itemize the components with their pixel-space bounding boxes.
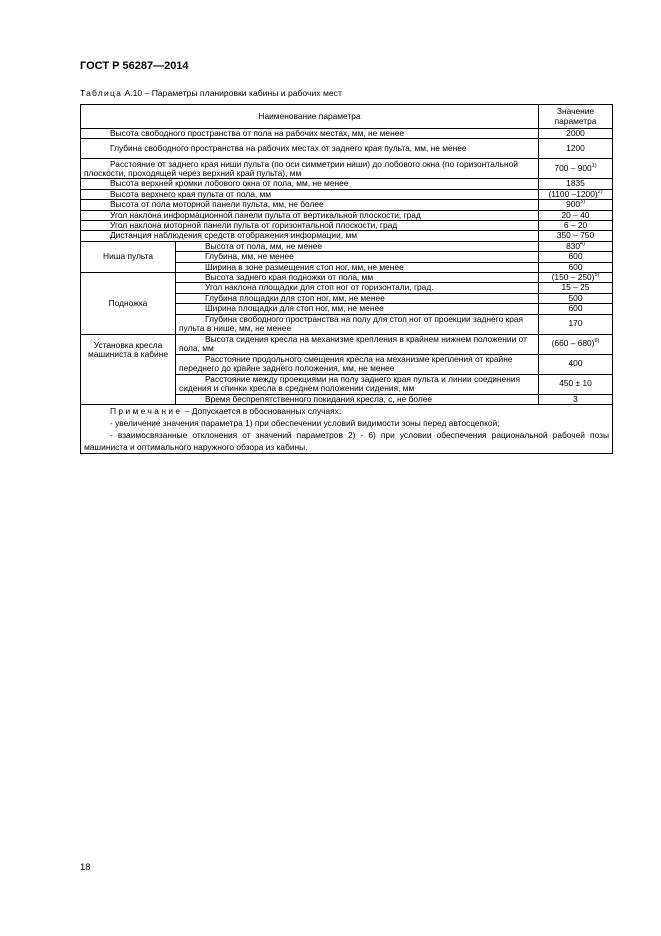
table-row [81,334,613,354]
param-value: 1200 [539,139,613,159]
param-value: 600 [539,262,613,272]
param-value: (1100 –1200)$^{2)}$ [539,189,613,199]
parameters-table [80,104,613,454]
group-label: Установка кресла машиниста в кабине [81,334,176,404]
footnote-mark: 2) [597,189,603,196]
param-name: Угол наклона информационной панели пульта от вертикальной плоскости, град [81,210,539,220]
table-row [81,221,613,231]
param-name: Расстояние между проекциями на полу заднего края пульта и линии соединения сидения и спинки кресла в среднем положении сидения, мм [176,374,539,394]
param-name: Расстояние от заднего края ниши пульта (по оси симметрии ниши) до лобового окна (по горизонтальной плоскости, проходящей через верхний край пульта), мм [81,159,539,179]
param-value: 400 [539,354,613,374]
table-row [81,179,613,189]
param-value: 20 – 40 [539,210,613,220]
table-row [81,189,613,199]
param-value: 450 ± 10 [539,374,613,394]
column-header-value: Значение параметра [539,105,613,129]
note-intro: Примечание – Допускается в обоснованных случаях: [110,406,342,417]
table-caption-label: Таблица [80,88,123,98]
param-value: 600 [539,252,613,262]
param-name: Высота верхней кромки лобового окна от пола, мм, не менее [81,179,539,189]
param-name: Глубина свободного пространства на рабочих местах от заднего края пульта, мм, не менее [81,139,539,159]
param-value: 830$^{4)}$ [539,241,613,251]
param-name: Расстояние продольного смещения кресла на механизме крепления от крайне переднего до крайне заднего положения, мм, не менее [176,354,539,374]
param-name: Угол наклона моторной панели пульта от горизонтальной плоскости, град [81,221,539,231]
param-value: (150 – 250)$^{5)}$ [539,273,613,283]
param-value: 170 [539,314,613,334]
table-row [81,210,613,220]
param-name: Глубина свободного пространства на полу для стоп ног от проекции заднего края пульта в нише, мм, не менее [176,314,539,334]
note-item: - взаимосвязанные отклонения от значений параметров 2) - 6) при условии обеспечения рациональной рабочей позы машиниста и оптимального наружного обзора из кабины. [84,430,609,453]
table-row [81,231,613,241]
param-value: 600 [539,304,613,314]
param-value: 15 – 25 [539,283,613,293]
param-value: 350 – 750 [539,231,613,241]
param-name: Угол наклона площадки для стоп ног от горизонтали, град. [176,283,539,293]
param-value: 500 [539,293,613,303]
table-row [81,200,613,210]
param-value: 1835 [539,179,613,189]
footnote-mark: 4) [580,241,585,248]
table-row [81,273,613,283]
document-header: ГОСТ Р 56287—2014 [80,60,189,72]
param-name: Ширина площадки для стоп ног, мм, не менее [176,304,539,314]
footnote-mark: 5) [594,272,600,279]
table-note-row [81,405,613,454]
param-name: Глубина площадки для стоп ног, мм, не менее [176,293,539,303]
param-value: 3 [539,394,613,404]
param-name: Время беспрепятственного покидания кресла, с, не более [176,394,539,404]
table-note [81,405,613,454]
table-caption [80,88,342,98]
param-name: Высота сидения кресла на механизме крепления в крайнем нижнем положении от пола, мм [176,334,539,354]
param-value: 2000 [539,129,613,139]
param-value: 6 – 20 [539,221,613,231]
param-name: Высота свободного пространства от пола на рабочих местах, мм, не менее [81,129,539,139]
param-name: Высота от пола, мм, не менее [176,241,539,251]
note-item: - увеличение значения параметра 1) при обеспечении условий видимости зоны перед автосцепкой; [110,418,500,429]
param-value: 900$^{3)}$ [539,200,613,210]
footnote-mark: 1) [591,163,597,170]
page-number: 18 [80,862,91,873]
param-name: Дистанция наблюдения средств отображения информации, мм [81,231,539,241]
param-name: Высота от пола моторной панели пульта, мм, не более [81,200,539,210]
param-name: Высота верхнего края пульта от пола, мм [81,189,539,199]
param-name: Ширина в зоне размещения стоп ног, мм, не менее [176,262,539,272]
footnote-mark: 6) [594,338,600,345]
param-value: 700 – 900$^{1)}$ [539,159,613,179]
group-label: Подножка [81,273,176,335]
param-value: (660 – 680)$^{6)}$ [539,334,613,354]
table-row [81,241,613,251]
table-row [81,129,613,139]
table-row [81,139,613,159]
param-name: Глубина, мм, не менее [176,252,539,262]
column-header-name: Наименование параметра [81,105,539,129]
group-label: Ниша пульта [81,241,176,272]
table-row [81,159,613,179]
footnote-mark: 3) [580,199,585,206]
param-name: Высота заднего края подножки от пола, мм [176,273,539,283]
table-caption-title: А.10 – Параметры планировки кабины и рабочих мест [122,88,342,98]
